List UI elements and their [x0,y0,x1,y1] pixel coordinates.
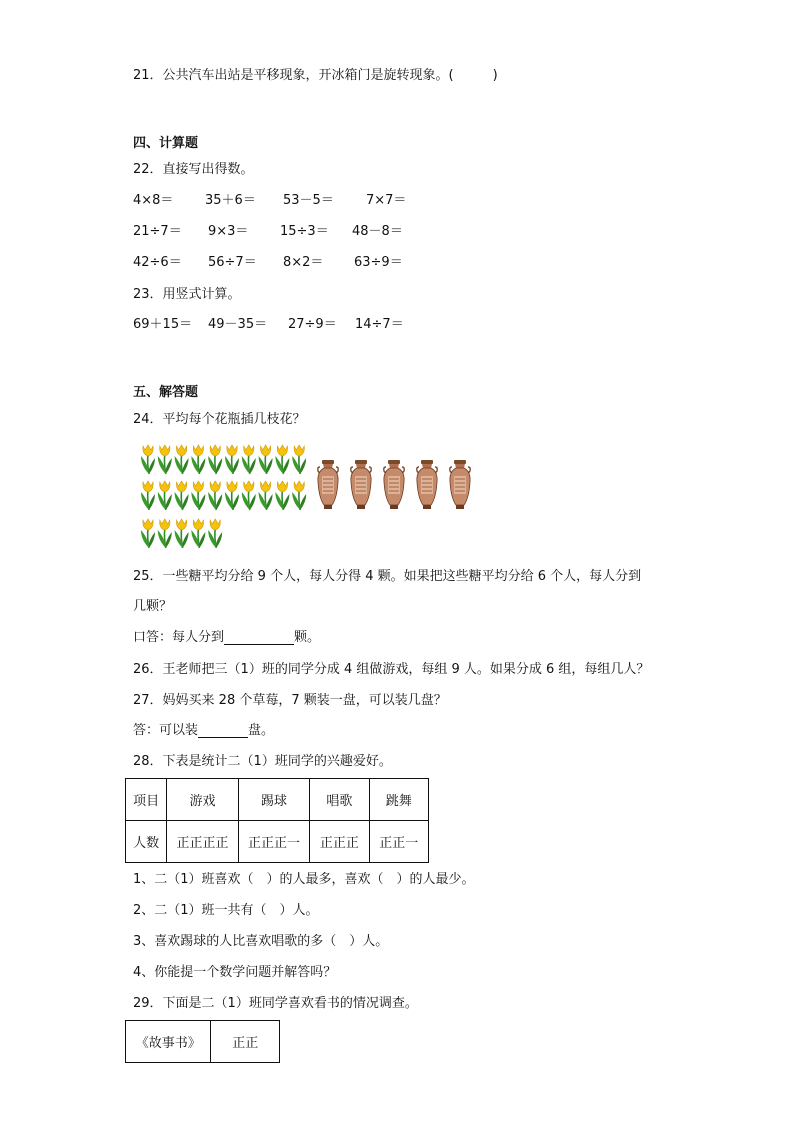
tulip-flower-icon [158,445,172,474]
table-cell: 人数 [126,821,167,863]
tulip-flower-icon [141,445,155,474]
interest-tally-table [125,778,429,863]
tulip-flower-icon [158,481,172,510]
tulip-flower-icon [275,445,289,474]
question-28-sub-3: 3、喜欢踢球的人比喜欢唱歌的多（ ）人。 [133,934,389,949]
answer-suffix: 颗。 [294,630,321,645]
q22-item: 15÷3＝ [280,224,329,239]
table-cell: 正正正 [310,821,369,863]
tulip-flower-icon [191,481,205,510]
section-heading-calculation: 四、计算题 [133,136,199,151]
answer-suffix: 盘。 [248,723,275,738]
answer-prefix: 口答：每人分到 [133,630,225,645]
question-22: 22．直接写出得数。 [133,162,254,177]
question-26: 26．王老师把三（1）班的同学分成 4 组做游戏，每组 9 人。如果分成 6 组，每组几人？ [133,662,650,677]
q23-item: 69＋15＝ [133,317,193,332]
vase-icon [417,460,438,509]
table-header-cell: 踢球 [238,779,309,821]
tulips-vases-svg [140,442,480,554]
tulip-flower-icon [191,519,205,548]
reading-survey-table [125,1020,280,1063]
question-27-answer [133,724,274,738]
tulip-flower-icon [175,445,189,474]
q23-item: 49－35＝ [208,317,268,332]
tulip-flower-icon [191,445,205,474]
vase-icon [384,460,405,509]
question-25-line-2: 几颗？ [133,599,173,614]
tulip-flower-icon [175,481,189,510]
question-25-line-1: 25．一些糖平均分给 9 个人，每人分得 4 颗。如果把这些糖平均分给 6 个人，每人分到 [133,569,642,584]
table-header-cell: 游戏 [167,779,238,821]
tulip-flower-icon [225,445,239,474]
question-27: 27．妈妈买来 28 个草莓，7 颗装一盘，可以装几盘？ [133,693,447,708]
q22-item: 9×3＝ [208,224,249,239]
vase-icon [450,460,471,509]
answer-blank[interactable] [198,724,248,738]
question-25-answer [133,631,320,645]
tulip-flower-icon [141,481,155,510]
question-28-sub-4: 4、你能提一个数学问题并解答吗？ [133,965,337,980]
table-cell: 《故事书》 [126,1021,211,1063]
tulip-flower-icon [275,481,289,510]
table-header-cell: 唱歌 [310,779,369,821]
table-cell: 正正正正 [167,821,238,863]
q22-item: 4×8＝ [133,193,174,208]
vase-icon [351,460,372,509]
tulip-flower-icon [225,481,239,510]
vase-icon [318,460,339,509]
question-24: 24．平均每个花瓶插几枝花？ [133,412,306,427]
tulip-flower-icon [141,519,155,548]
tulip-flower-icon [242,481,256,510]
tulip-flower-icon [208,445,222,474]
tulip-flower-icon [292,481,306,510]
tulip-flower-icon [208,481,222,510]
q22-item: 35＋6＝ [205,193,256,208]
tulip-flower-icon [242,445,256,474]
question-23: 23．用竖式计算。 [133,287,241,302]
table-cell: 正正 [211,1021,280,1063]
tulip-flower-icon [259,481,273,510]
tulip-flower-icon [175,519,189,548]
q22-item: 21÷7＝ [133,224,182,239]
q22-item: 7×7＝ [366,193,407,208]
q22-item: 56÷7＝ [208,255,257,270]
answer-blank[interactable] [224,631,294,645]
tulips-and-vases-illustration [140,442,480,554]
q22-item: 48－8＝ [352,224,403,239]
table-cell: 正正正一 [238,821,309,863]
q22-item: 63÷9＝ [354,255,403,270]
table-header-cell: 项目 [126,779,167,821]
question-28: 28．下表是统计二（1）班同学的兴趣爱好。 [133,754,392,769]
tulip-flower-icon [259,445,273,474]
answer-prefix: 答：可以装 [133,723,199,738]
table-cell: 正正一 [369,821,428,863]
q22-item: 53－5＝ [283,193,334,208]
question-29: 29．下面是二（1）班同学喜欢看书的情况调查。 [133,996,418,1011]
q22-item: 8×2＝ [283,255,324,270]
q23-item: 27÷9＝ [288,317,337,332]
q22-item: 42÷6＝ [133,255,182,270]
section-heading-word-problems: 五、解答题 [133,385,199,400]
question-21: 21．公共汽车出站是平移现象，开冰箱门是旋转现象。( ) [133,68,498,83]
tulip-flower-icon [208,519,222,548]
table-header-cell: 跳舞 [369,779,428,821]
q23-item: 14÷7＝ [355,317,404,332]
tulip-flower-icon [292,445,306,474]
tulip-flower-icon [158,519,172,548]
question-28-sub-2: 2、二（1）班一共有（ ）人。 [133,903,319,918]
question-28-sub-1: 1、二（1）班喜欢（ ）的人最多，喜欢（ ）的人最少。 [133,872,475,887]
